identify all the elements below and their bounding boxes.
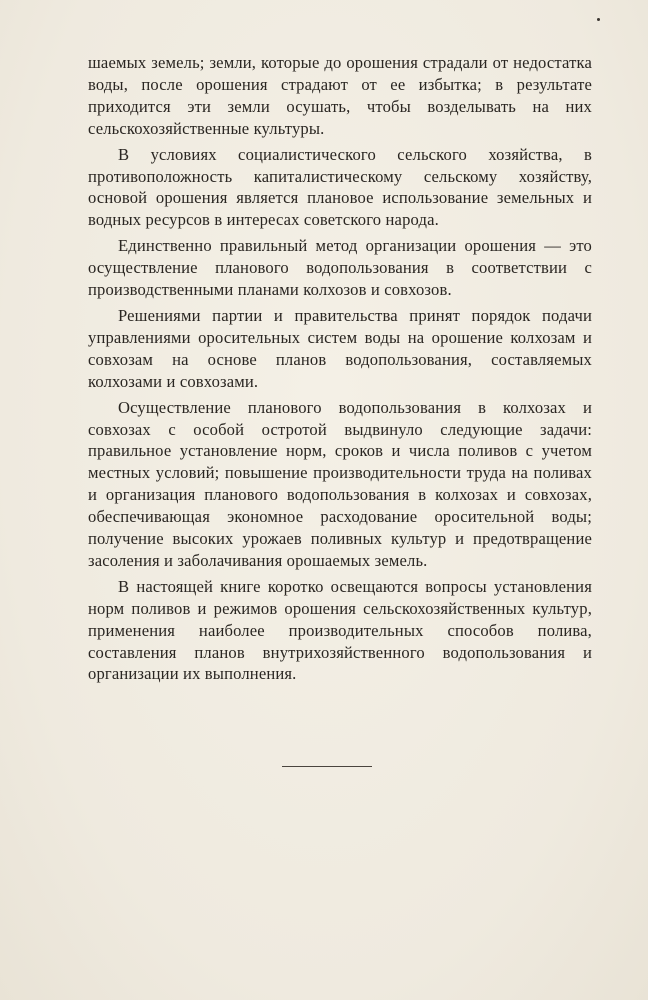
- paragraph-party-decisions: Решениями партии и правительства принят порядок подачи управлениями оросительных систем воды на орошение колхозам и совхозам на основе планов водопользования, составляемых колхозами и совхозами.: [88, 305, 592, 391]
- paragraph-continuation: шаемых земель; земли, которые до орошения страдали от недостатка воды, после орошения страдают от ее избытка; в результате приходится эти земли осушать, чтобы возделывать на них сельскохозяйственные культуры.: [88, 53, 592, 138]
- paragraph-book-scope: В настоящей книге коротко освещаются вопросы установления норм поливов и режимов орошения сельскохозяйственных культур, применения наиболее производительных способов полива, составления планов внутрихозяйственного водопользования и организации их выполнения.: [88, 576, 592, 684]
- body-text: [88, 52, 592, 685]
- page-mark: [597, 18, 600, 21]
- section-divider: [282, 766, 372, 767]
- paragraph-irrigation-method: Единственно правильный метод организации орошения — это осуществление планового водопользования в соответствии с производственными планами колхозов и совхозов.: [88, 236, 592, 300]
- paragraph-tasks: Осуществление планового водопользования в колхозах и совхозах с особой остротой выдвинуло следующие задачи: правильное установление норм, сроков и числа поливов с учетом местных условий; повышение производительности труда на поливах и организация планового водопользования в колхозах и совхозах, обеспечивающая экономное расходование оросительной воды; получение высоких урожаев поливных культур и предотвращение засоления и заболачивания орошаемых земель.: [88, 397, 592, 570]
- paragraph-socialist-agriculture: В условиях социалистического сельского хозяйства, в противоположность капиталистическому сельскому хозяйству, основой орошения является плановое использование земельных и водных ресурсов в интересах советского народа.: [88, 144, 592, 230]
